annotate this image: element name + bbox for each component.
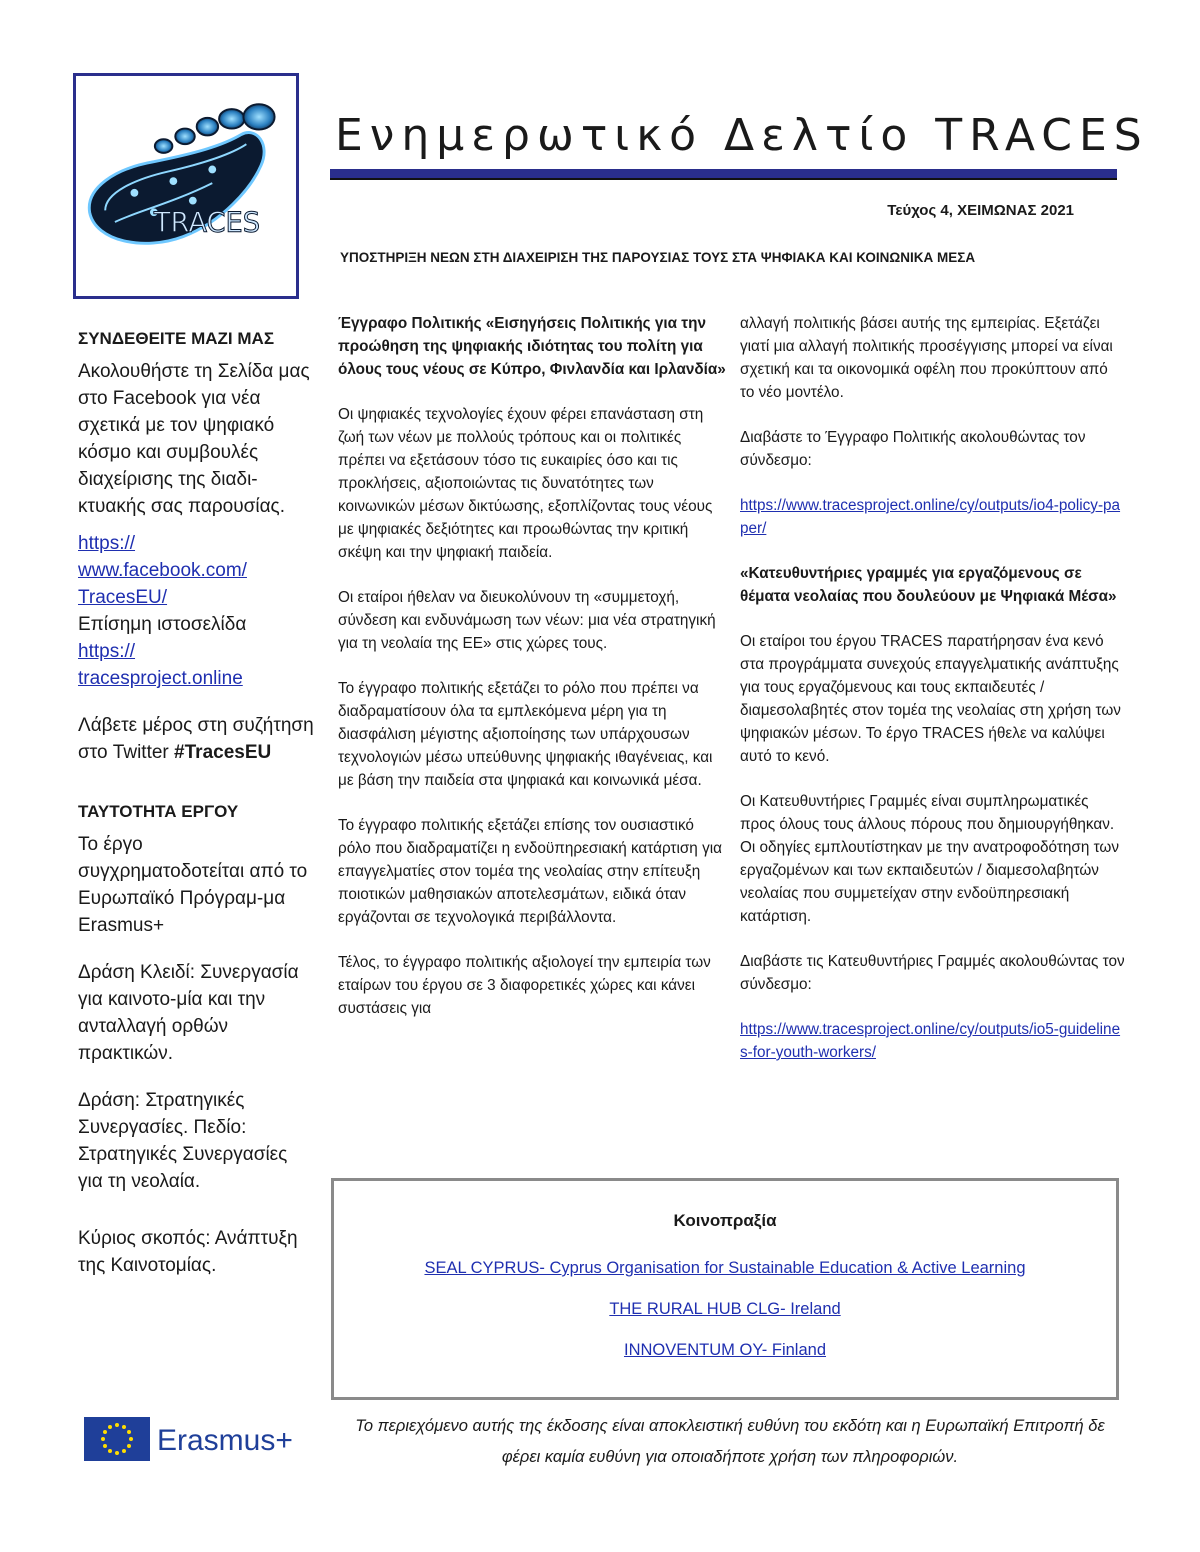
footprint-logo-icon bbox=[76, 76, 296, 296]
key-action: Δράση Κλειδί: Συνεργασία για καινοτο-μία και την ανταλλαγή ορθών πρακτικών. bbox=[78, 962, 299, 1064]
guidelines-link[interactable]: https://www.tracesproject.online/cy/outputs/io5-guidelines-for-youth-workers/ bbox=[740, 1021, 1121, 1061]
website-link-part: tracesproject.online bbox=[78, 668, 243, 689]
paragraph: Τέλος, το έγγραφο πολιτικής αξιολογεί την εμπειρία των εταίρων του έργου σε 3 διαφορετικές χώρες και κάνει συστάσεις για bbox=[338, 954, 711, 1017]
guidelines-heading: «Κατευθυντήριες γραμμές για εργαζόμενους σε θέματα νεολαίας που δουλεύουν με Ψηφιακά Μέσα» bbox=[740, 565, 1117, 605]
consortium-box bbox=[331, 1178, 1119, 1400]
consortium-title: Κοινοπραξία bbox=[673, 1211, 777, 1230]
website-label: Επίσημη ιστοσελίδα bbox=[78, 614, 247, 635]
disclaimer: Το περιεχόμενο αυτής της έκδοσης είναι αποκλειστική ευθύνη του εκδότη και η Ευρωπαϊκή Επιτροπή δε φέρει καμία ευθύνη για οποιαδήποτε χρήση των πληροφοριών. bbox=[355, 1417, 1105, 1466]
policy-paper-link[interactable]: https://www.tracesproject.online/cy/outputs/io4-policy-paper/ bbox=[740, 497, 1121, 537]
column-1 bbox=[338, 312, 730, 1020]
paragraph: Οι ψηφιακές τεχνολογίες έχουν φέρει επανάσταση στη ζωή των νέων με πολλούς τρόπους και οι πολιτικές πρέπει να εξετάσουν τόσο τις ευκαιρίες όσο και τις προκλήσεις, αξιοποιώντας τις δυνατότητες των κοινωνικών μέσων δικτύωσης, εξοπλίζοντας τους νέους με ψηφιακές δεξιότητες και προωθώντας την κριτική σκέψη και την ψηφιακή παιδεία. bbox=[338, 406, 713, 561]
partner-link-innoventum[interactable]: INNOVENTUM OY- Finland bbox=[623, 1341, 827, 1359]
main-goal: Κύριος σκοπός: Ανάπτυξη της Καινοτομίας. bbox=[78, 1228, 298, 1276]
column-2 bbox=[740, 312, 1125, 1064]
facebook-link-part: TracesEU/ bbox=[78, 587, 168, 608]
headline: ΥΠΟΣΤΗΡΙΞΗ ΝΕΩΝ ΣΤΗ ΔΙΑΧΕΙΡΙΣΗ ΤΗΣ ΠΑΡΟΥΣΙΑΣ ΤΟΥΣ ΣΤΑ ΨΗΦΙΑΚΑ ΚΑΙ ΚΟΙΝΩΝΙΚΑ ΜΕΣΑ bbox=[340, 250, 976, 265]
paragraph: Διαβάστε τις Κατευθυντήριες Γραμμές ακολουθώντας τον σύνδεσμο: bbox=[740, 953, 1125, 993]
paragraph: Οι Κατευθυντήριες Γραμμές είναι συμπληρωματικές προς όλους τους άλλους πόρους που δημιουργήθηκαν. Οι οδηγίες εμπλουτίστηκαν με την ανατροφοδότηση των εργαζομένων και των εκπαιδευτών / διαμεσολαβητών νεολαίας που συμμετείχαν στην ενδοϋπηρεσιακή κατάρτιση. bbox=[740, 793, 1119, 925]
paragraph: Οι εταίροι ήθελαν να διευκολύνουν τη «συμμετοχή, σύνδεση και ενδυνάμωση των νέων: μια νέα στρατηγική για τη νεολαία της ΕΕ» στις χώρες τους. bbox=[338, 589, 716, 652]
logo-text: TRACES bbox=[153, 207, 261, 239]
connect-heading: ΣΥΝΔΕΘΕΙΤΕ ΜΑΖΙ ΜΑΣ bbox=[78, 329, 275, 348]
sidebar bbox=[78, 325, 314, 1279]
twitter-prompt: Λάβετε μέρος στη συζήτηση στο Twitter bbox=[78, 715, 314, 763]
partner-link-seal[interactable]: SEAL CYPRUS- Cyprus Organisation for Sustainable Education & Active Learning bbox=[424, 1259, 1026, 1277]
connect-text: Ακολουθήστε τη Σελίδα μας στο Facebook για νέα σχετικά με τον ψηφιακό κόσμο και συμβουλές διαχείρισης της διαδι-κτυακής σας παρουσίας. bbox=[78, 361, 310, 517]
paragraph: Το έγγραφο πολιτικής εξετάζει επίσης τον ουσιαστικό ρόλο που διαδραματίζει η ενδοϋπηρεσιακή κατάρτιση για επαγγελματίες στον τομέα της νεολαίας στην επίτευξη ποιοτικών μαθησιακών αποτελεσμάτων, ειδικά όταν εργάζονται σε τεχνολογικά περιβάλλοντα. bbox=[338, 817, 722, 926]
identity-text: Το έργο συγχρηματοδοτείται από το Ευρωπαϊκό Πρόγραμ-μα Erasmus+ bbox=[78, 834, 308, 936]
paragraph: Διαβάστε το Έγγραφο Πολιτικής ακολουθώντας τον σύνδεσμο: bbox=[740, 429, 1086, 469]
title-rule-line bbox=[330, 178, 1117, 180]
partner-link-rural-hub[interactable]: THE RURAL HUB CLG- Ireland bbox=[609, 1300, 841, 1318]
paragraph: Το έγγραφο πολιτικής εξετάζει το ρόλο που πρέπει να διαδραματίσουν όλα τα εμπλεκόμενα μέρη για τη διασφάλιση μέγιστης αξιοποίησης των υπάρχουσων τεχνολογιών μέσω υπεύθυνης ψηφιακής ιθαγένειας, και με βάση την παιδεία στα ψηφιακά και κοινωνικά μέσα. bbox=[338, 680, 713, 789]
action: Δράση: Στρατηγικές Συνεργασίες. Πεδίο: Στρατηγικές Συνεργασίες για τη νεολαία. bbox=[78, 1090, 288, 1192]
website-link[interactable] bbox=[78, 641, 243, 689]
facebook-link[interactable] bbox=[78, 533, 247, 608]
erasmus-logo-text: Erasmus+ bbox=[157, 1424, 293, 1457]
newsletter-title: Ενημερωτικό Δελτίο TRACES bbox=[335, 110, 1149, 161]
twitter-text bbox=[78, 712, 314, 766]
facebook-link-part: https:// bbox=[78, 533, 136, 554]
website-link-part: https:// bbox=[78, 641, 136, 662]
policy-paper-heading: Έγγραφο Πολιτικής «Εισηγήσεις Πολιτικής για την προώθηση της ψηφιακής ιδιότητας του πολίτη για όλους τους νέους σε Κύπρο, Φινλανδία και Ιρλανδία» bbox=[338, 315, 726, 378]
paragraph: Οι εταίροι του έργου TRACES παρατήρησαν ένα κενό στα προγράμματα συνεχούς επαγγελματικής ανάπτυξης για τους εργαζόμενους και τους εκπαιδευτές / διαμεσολαβητές στον τομέα της νεολαίας στη χρήση των ψηφιακών μέσων. Το έργο TRACES ήθελε να καλύψει αυτό το κενό. bbox=[740, 633, 1121, 765]
paragraph: αλλαγή πολιτικής βάσει αυτής της εμπειρίας. Εξετάζει γιατί μια αλλαγή πολιτικής προσέγγισης μπορεί να είναι σχετική και τα οικονομικά οφέλη που προκύπτουν από το νέο μοντέλο. bbox=[740, 315, 1113, 401]
facebook-link-part: www.facebook.com/ bbox=[78, 560, 247, 581]
identity-heading: ΤΑΥΤΟΤΗΤΑ ΕΡΓΟΥ bbox=[78, 802, 239, 821]
issue-number: Τεύχος 4, ΧΕΙΜΩΝΑΣ 2021 bbox=[887, 202, 1074, 219]
traces-logo bbox=[73, 73, 299, 299]
eu-flag-icon bbox=[84, 1417, 150, 1461]
twitter-hashtag: #TracesEU bbox=[174, 742, 272, 763]
